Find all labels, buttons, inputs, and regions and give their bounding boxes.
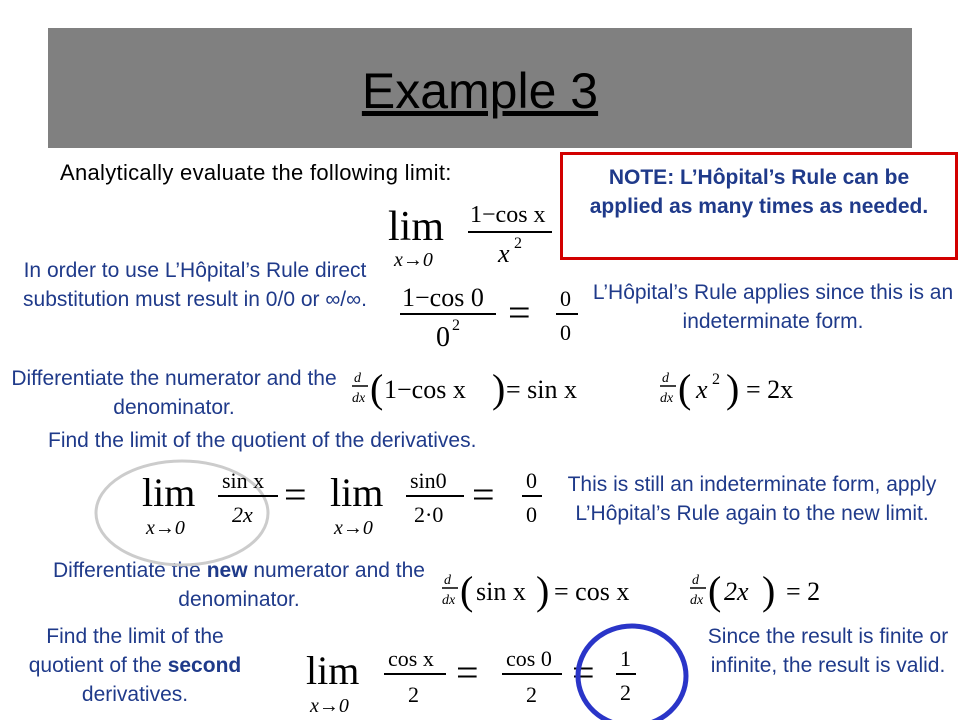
deriv1-d: d xyxy=(354,371,361,386)
eq3-lim-2: lim xyxy=(330,470,384,515)
find-second-pre: Find the limit of the quotient of the xyxy=(28,625,224,677)
note-box xyxy=(560,152,958,260)
eq4-two: 2 xyxy=(620,680,631,705)
eq2-numerator: 1−cos 0 xyxy=(402,283,484,312)
eq4-num-2: cos 0 xyxy=(506,646,552,671)
deriv4-result: = 2 xyxy=(786,577,821,606)
deriv3-inner: sin x xyxy=(476,577,526,606)
deriv3-paren-close: ) xyxy=(536,568,550,613)
slide-title: Example 3 xyxy=(361,63,599,119)
eq3-lim: lim xyxy=(142,470,196,515)
eq2-denominator: 0 xyxy=(436,322,450,353)
equation-limit-original xyxy=(386,196,556,272)
annotation-result-valid: Since the result is finite or infinite, the result is valid. xyxy=(707,625,949,677)
eq3-zero-top: 0 xyxy=(526,468,537,493)
deriv4-paren-open: ( xyxy=(708,568,722,613)
deriv3-dx: dx xyxy=(442,593,456,608)
deriv4-paren-close: ) xyxy=(762,568,776,613)
deriv2-exponent: 2 xyxy=(712,371,720,388)
differentiate-new-pre: Differentiate the xyxy=(52,559,207,582)
equation-first-derivative-limit xyxy=(138,464,558,544)
deriv2-paren-close: ) xyxy=(726,366,740,411)
eq4-num: cos x xyxy=(388,646,434,671)
eq3-x-to-0-2: x→0 xyxy=(334,517,373,539)
annotation-find-second xyxy=(10,622,260,709)
eq3-x-to-0: x→0 xyxy=(146,517,185,539)
deriv1-paren-close: ) xyxy=(492,366,506,411)
eq3-den-2: 2·0 xyxy=(414,502,444,527)
deriv2-result: = 2x xyxy=(746,375,794,404)
equation-derivative-denominator xyxy=(660,366,840,416)
deriv1-paren-open: ( xyxy=(370,366,384,411)
intro-text: Analytically evaluate the following limit: xyxy=(60,160,452,185)
find-second-bold: second xyxy=(167,654,242,677)
equation-substitution xyxy=(400,280,590,353)
annotation-applies: L’Hôpital’s Rule applies since this is an indeterminate form. xyxy=(592,281,954,333)
equation-derivative-new-denominator xyxy=(690,568,850,618)
deriv3-paren-open: ( xyxy=(460,568,474,613)
eq3-zero-bottom: 0 xyxy=(526,502,537,527)
eq2-exponent: 2 xyxy=(452,317,460,334)
eq3-num: sin x xyxy=(222,468,265,493)
eq4-one: 1 xyxy=(620,646,631,671)
differentiate-new-post: numerator and the denominator. xyxy=(178,559,425,611)
eq1-x-to-0: x→0 xyxy=(394,249,433,271)
deriv1-inner: 1−cos x xyxy=(384,375,466,404)
deriv1-dx: dx xyxy=(352,391,366,406)
eq1-lim: lim xyxy=(388,204,445,250)
eq2-zero-top: 0 xyxy=(560,286,571,311)
eq1-exponent: 2 xyxy=(514,235,522,252)
eq4-den-2: 2 xyxy=(526,682,537,707)
find-second-post: derivatives. xyxy=(81,683,189,706)
deriv4-d: d xyxy=(692,573,699,588)
note-text: NOTE: L’Hôpital’s Rule can be applied as many times as needed. xyxy=(589,166,929,218)
deriv1-result: = sin x xyxy=(506,375,578,404)
deriv3-result: = cos x xyxy=(554,577,630,606)
deriv2-dx: dx xyxy=(660,391,674,406)
answer-circle xyxy=(574,624,690,720)
eq2-equals: = xyxy=(508,290,531,335)
deriv4-inner: 2x xyxy=(724,577,749,606)
annotation-condition: In order to use L’Hôpital’s Rule direct substitution must result in 0/0 or ∞/∞. xyxy=(23,259,367,311)
equation-derivative-numerator xyxy=(352,366,612,416)
eq4-x-to-0: x→0 xyxy=(310,695,349,717)
title-bar xyxy=(48,28,912,148)
eq4-equals-2: = xyxy=(572,650,595,695)
eq3-num-2: sin0 xyxy=(410,468,447,493)
eq1-numerator: 1−cos x xyxy=(470,202,546,228)
eq3-equals-1: = xyxy=(284,472,307,517)
annotation-find-limit: Find the limit of the quotient of the derivatives. xyxy=(48,429,477,452)
eq3-den: 2x xyxy=(232,502,253,527)
differentiate-new-bold: new xyxy=(206,559,248,582)
eq4-den: 2 xyxy=(408,682,419,707)
deriv2-paren-open: ( xyxy=(678,366,692,411)
annotation-still-indeterminate: This is still an indeterminate form, apply L’Hôpital’s Rule again to the new limit. xyxy=(567,473,937,525)
eq1-denominator: x xyxy=(498,239,510,268)
eq2-zero-bottom: 0 xyxy=(560,320,571,345)
annotation-differentiate: Differentiate the numerator and the denominator. xyxy=(11,367,337,419)
eq4-lim: lim xyxy=(306,648,360,693)
deriv3-d: d xyxy=(444,573,451,588)
deriv2-d: d xyxy=(662,371,669,386)
deriv2-inner: x xyxy=(696,375,708,404)
eq4-equals-1: = xyxy=(456,650,479,695)
eq3-equals-2: = xyxy=(472,472,495,517)
deriv4-dx: dx xyxy=(690,593,704,608)
equation-derivative-new-numerator xyxy=(442,568,672,618)
